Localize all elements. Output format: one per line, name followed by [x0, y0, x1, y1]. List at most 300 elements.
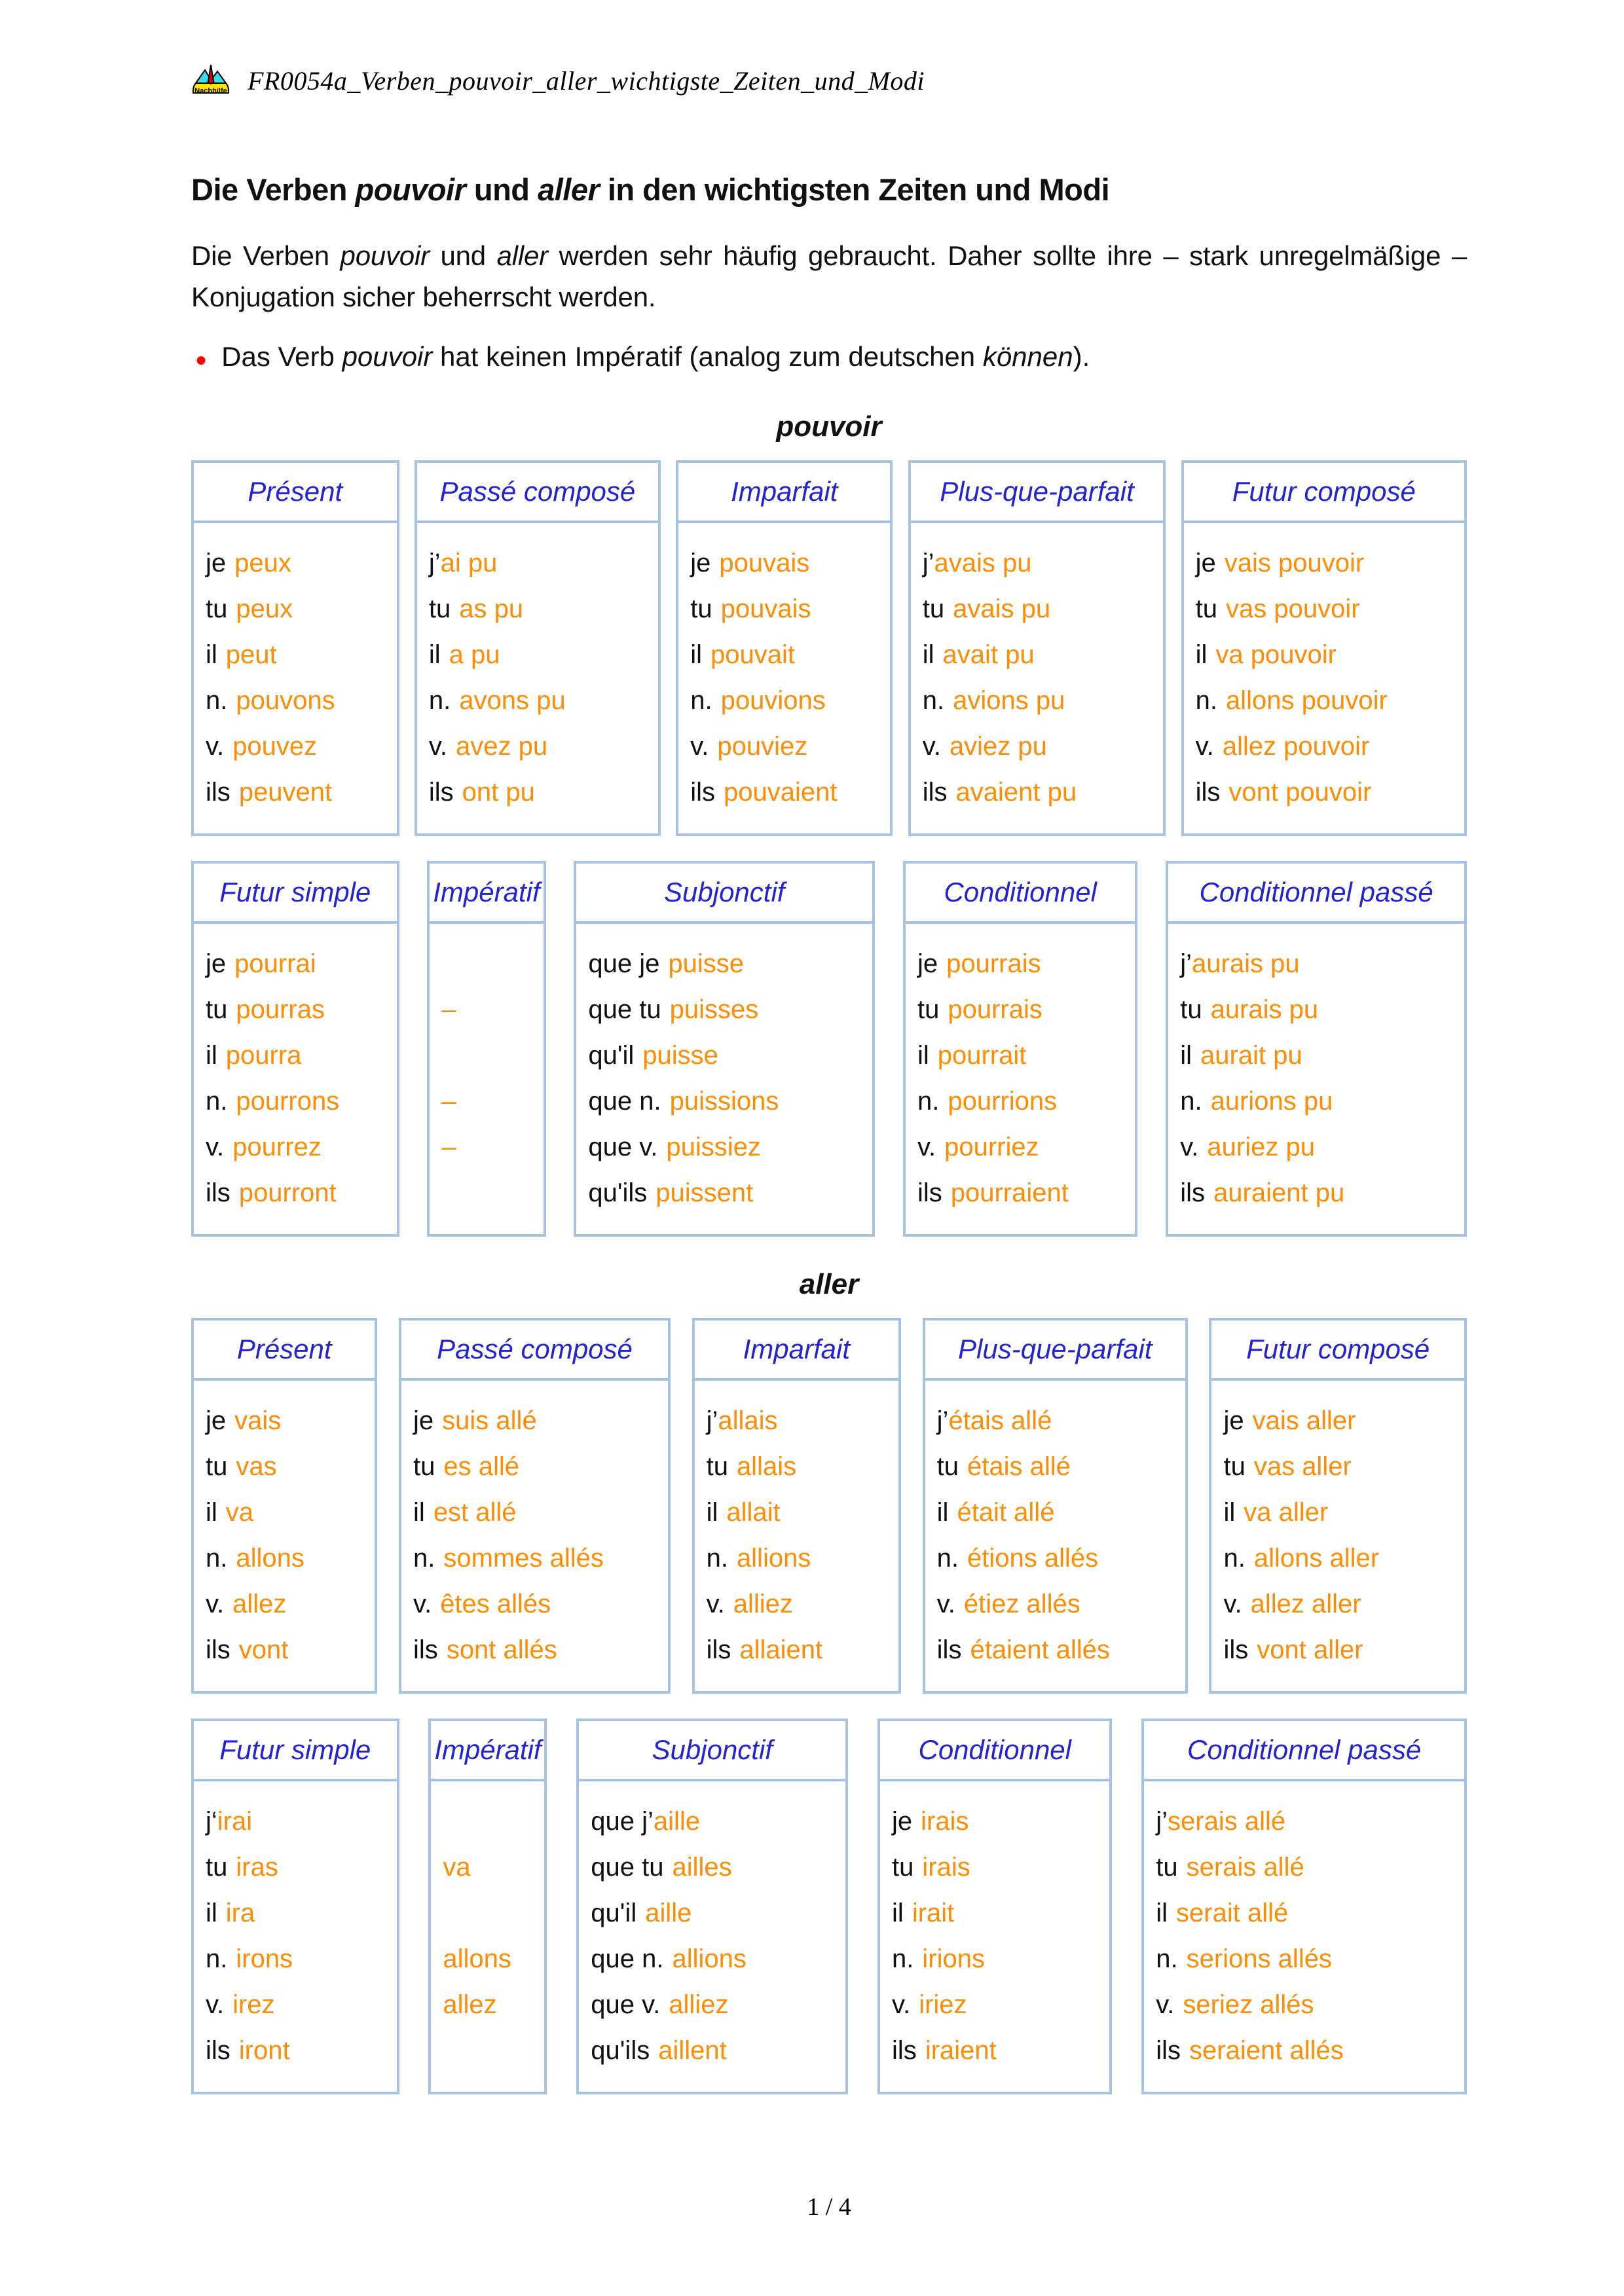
- verb-form: vont: [238, 1635, 289, 1664]
- verb-form: es allé: [443, 1451, 520, 1481]
- conjugation-row: [576, 1124, 872, 1170]
- verb-form: avons pu: [459, 685, 566, 715]
- pronoun: n.: [206, 1944, 228, 1973]
- conjugation-row: [401, 1535, 668, 1581]
- verb-form: irez: [232, 1990, 275, 2019]
- pronoun: tu: [706, 1451, 728, 1481]
- verb-form: serais allé: [1168, 1806, 1286, 1836]
- verb-form: pourrai: [234, 949, 316, 978]
- verb-form: allait: [726, 1497, 781, 1527]
- verb-form: irais: [921, 1806, 969, 1836]
- verb-form: va pouvoir: [1215, 640, 1337, 669]
- conjugation-row: [1211, 1535, 1464, 1581]
- pronoun: il: [936, 1497, 949, 1527]
- pronoun: ils: [206, 1635, 231, 1664]
- conjugation-row: [1168, 1170, 1464, 1216]
- conjugation-row: [431, 1890, 544, 1936]
- conjugation-row: [430, 1170, 543, 1216]
- pronoun: tu: [936, 1451, 959, 1481]
- verb-form: irai: [217, 1806, 253, 1836]
- conjugation-row: [579, 2028, 845, 2073]
- table-pouvoir-futur-simple: [191, 861, 399, 1237]
- table-body: [1184, 523, 1464, 833]
- verb-form: pourrais: [948, 994, 1043, 1024]
- pronoun: que v.: [591, 1990, 661, 2019]
- verb-form: allaient: [739, 1635, 823, 1664]
- conjugation-row: [911, 540, 1163, 586]
- section-label-pouvoir: pouvoir: [776, 410, 882, 443]
- pronoun: tu: [1195, 594, 1217, 623]
- conjugation-row: [194, 723, 397, 769]
- verb-form: peux: [234, 548, 291, 577]
- verb-form: puisses: [669, 994, 759, 1024]
- pronoun: que v.: [588, 1132, 658, 1161]
- conjugation-row: [1144, 1982, 1464, 2028]
- verb-form: allez pouvoir: [1222, 731, 1370, 761]
- conjugation-row: [576, 987, 872, 1032]
- table-aller-present: [191, 1318, 377, 1694]
- conjugation-row: [194, 1444, 375, 1489]
- conjugation-row: [194, 987, 397, 1032]
- conjugation-row: [695, 1581, 898, 1627]
- table-pouvoir-imperatif: [427, 861, 545, 1237]
- verb-form: vont pouvoir: [1228, 777, 1372, 807]
- verb-form: allons aller: [1253, 1543, 1380, 1573]
- table-header: Subjonctif: [576, 864, 872, 924]
- verb-form: pouvait: [710, 640, 795, 669]
- verb-form: aille: [653, 1806, 701, 1836]
- conjugation-row: [925, 1398, 1185, 1444]
- bullet-icon: ●: [195, 349, 208, 371]
- verb-form: étiez allés: [963, 1589, 1080, 1618]
- pronoun: tu: [413, 1451, 435, 1481]
- table-pouvoir-imparfait: [676, 460, 893, 836]
- conjugation-row: [194, 1581, 375, 1627]
- page-number: 1 / 4: [807, 2193, 851, 2221]
- pronoun: j’: [922, 548, 934, 577]
- pronoun: v.: [1195, 731, 1214, 761]
- conjugation-row: [1168, 987, 1464, 1032]
- pronoun: tu: [1156, 1852, 1178, 1882]
- pronoun: ils: [1195, 777, 1221, 807]
- table-body: [194, 1381, 375, 1691]
- verb-form: avais pu: [934, 548, 1032, 577]
- pronoun: n.: [1180, 1086, 1202, 1116]
- verb-form: aurais pu: [1192, 949, 1300, 978]
- conjugation-row: [417, 678, 658, 723]
- table-aller-plus-que-parfait: [923, 1318, 1188, 1694]
- conjugation-row: [194, 1489, 375, 1535]
- conjugation-row: [417, 540, 658, 586]
- table-body: [925, 1381, 1185, 1691]
- pronoun: ils: [690, 777, 715, 807]
- verb-form: aurait pu: [1200, 1040, 1302, 1070]
- conjugation-row: [925, 1535, 1185, 1581]
- pronoun: n.: [917, 1086, 940, 1116]
- conjugation-row: [194, 1535, 375, 1581]
- table-header: Conditionnel passé: [1144, 1721, 1464, 1781]
- pronoun: v.: [1223, 1589, 1242, 1618]
- conjugation-row: [678, 540, 890, 586]
- conjugation-row: [678, 632, 890, 678]
- conjugation-row: [194, 678, 397, 723]
- conjugation-row: [906, 1078, 1135, 1124]
- pronoun: v.: [206, 731, 225, 761]
- conjugation-row: [579, 1890, 845, 1936]
- pronoun: tu: [922, 594, 945, 623]
- verb-form: pouvais: [719, 548, 810, 577]
- conjugation-row: [194, 2028, 397, 2073]
- pronoun: ils: [206, 2035, 231, 2065]
- conjugation-row: [1184, 540, 1464, 586]
- conjugation-row: [695, 1444, 898, 1489]
- table-pouvoir-plus-que-parfait: [908, 460, 1166, 836]
- verb-form: allions: [672, 1944, 747, 1973]
- conjugation-row: [579, 1798, 845, 1844]
- table-header: Impératif: [430, 864, 543, 924]
- conjugation-row: [430, 1032, 543, 1078]
- verb-form: sommes allés: [443, 1543, 604, 1573]
- table-header: Passé composé: [401, 1321, 668, 1381]
- pronoun: que tu: [591, 1852, 664, 1882]
- pronoun: n.: [922, 685, 945, 715]
- conjugation-row: [576, 1032, 872, 1078]
- verb-form: allez: [443, 1990, 497, 2019]
- pronoun: il: [892, 1898, 904, 1927]
- conjugation-row: [906, 1124, 1135, 1170]
- pronoun: tu: [206, 594, 228, 623]
- conjugation-row: [1168, 1032, 1464, 1078]
- verb-form: avait pu: [942, 640, 1035, 669]
- pronoun: je: [206, 949, 227, 978]
- table-body: [431, 1781, 544, 2092]
- table-body: [695, 1381, 898, 1691]
- table-body: [576, 924, 872, 1234]
- verb-form: serait allé: [1176, 1898, 1289, 1927]
- conjugation-row: [695, 1398, 898, 1444]
- pronoun: tu: [206, 1451, 228, 1481]
- pronoun: je: [206, 548, 227, 577]
- pronoun: v.: [917, 1132, 936, 1161]
- pronoun: il: [706, 1497, 718, 1527]
- verb-form: étaient allés: [970, 1635, 1110, 1664]
- pronoun: que n.: [588, 1086, 661, 1116]
- conjugation-row: [194, 1170, 397, 1216]
- pronoun: j’: [428, 548, 441, 577]
- table-body: [401, 1381, 668, 1691]
- verb-form: puisse: [668, 949, 744, 978]
- pronoun: n.: [413, 1543, 435, 1573]
- verb-form: iras: [236, 1852, 278, 1882]
- conjugation-row: [194, 769, 397, 815]
- conjugation-row: [678, 678, 890, 723]
- pronoun: v.: [706, 1589, 725, 1618]
- table-body: [430, 924, 543, 1234]
- conjugation-row: [430, 987, 543, 1032]
- verb-form: irait: [912, 1898, 955, 1927]
- verb-form: peux: [236, 594, 293, 623]
- pronoun: n.: [206, 685, 228, 715]
- conjugation-row: [431, 1936, 544, 1982]
- verb-form: ira: [225, 1898, 255, 1927]
- verb-form: puissions: [669, 1086, 779, 1116]
- conjugation-row: [695, 1489, 898, 1535]
- conjugation-row: [579, 1844, 845, 1890]
- pronoun: je: [413, 1406, 434, 1435]
- conjugation-row: [1144, 1936, 1464, 1982]
- conjugation-row: [194, 1398, 375, 1444]
- conjugation-row: [401, 1398, 668, 1444]
- verb-form: serais allé: [1186, 1852, 1304, 1882]
- verb-form: aurions pu: [1210, 1086, 1333, 1116]
- table-body: [1211, 1381, 1464, 1691]
- conjugation-row: [1168, 941, 1464, 987]
- verb-form: iront: [238, 2035, 290, 2065]
- verb-form: étais allé: [967, 1451, 1071, 1481]
- conjugation-row: [695, 1535, 898, 1581]
- conjugation-row: [1168, 1124, 1464, 1170]
- section-label-aller: aller: [799, 1268, 859, 1300]
- pronoun: n.: [428, 685, 451, 715]
- verb-form: vais pouvoir: [1224, 548, 1365, 577]
- table-aller-futur-compose: [1209, 1318, 1466, 1694]
- bullet-text: Das Verb pouvoir hat keinen Impératif (analog zum deutschen können).: [221, 341, 1090, 372]
- pronoun: v.: [1156, 1990, 1175, 2019]
- conjugation-row: [401, 1489, 668, 1535]
- verb-form: vont aller: [1257, 1635, 1363, 1664]
- table-body: [194, 1781, 397, 2092]
- verb-form: allez aller: [1250, 1589, 1361, 1618]
- conjugation-row: [1144, 1844, 1464, 1890]
- verb-form: pourrons: [236, 1086, 340, 1116]
- verb-form: pouvons: [236, 685, 335, 715]
- verb-form: avions pu: [953, 685, 1065, 715]
- table-header: Futur composé: [1184, 463, 1464, 523]
- pronoun: ils: [1156, 2035, 1181, 2065]
- verb-form: puisse: [642, 1040, 718, 1070]
- conjugation-row: [906, 1170, 1135, 1216]
- table-body: [1144, 1781, 1464, 2092]
- verb-form: avais pu: [953, 594, 1051, 623]
- doc-filename: FR0054a_Verben_pouvoir_aller_wichtigste_Zeiten_und_Modi: [248, 65, 925, 96]
- pronoun: qu'il: [591, 1898, 637, 1927]
- conjugation-row: [194, 1844, 397, 1890]
- conjugation-row: [880, 1982, 1109, 2028]
- pronoun: tu: [206, 994, 228, 1024]
- conjugation-row: [1144, 2028, 1464, 2073]
- pronoun: je: [1223, 1406, 1244, 1435]
- verb-form: sont allés: [446, 1635, 557, 1664]
- tables-row-aller-1: [191, 1318, 1467, 1694]
- conjugation-row: [1184, 678, 1464, 723]
- table-body: [417, 523, 658, 833]
- pronoun: je: [690, 548, 711, 577]
- table-header: Impératif: [431, 1721, 544, 1781]
- conjugation-row: [678, 586, 890, 632]
- pronoun: je: [917, 949, 938, 978]
- conjugation-row: [1144, 1890, 1464, 1936]
- conjugation-row: [925, 1627, 1185, 1673]
- conjugation-row: [430, 1078, 543, 1124]
- verb-form: serions allés: [1186, 1944, 1332, 1973]
- verb-form: pourrez: [232, 1132, 322, 1161]
- conjugation-row: [431, 1844, 544, 1890]
- bullet-item: [191, 341, 1467, 379]
- table-header: Futur composé: [1211, 1321, 1464, 1381]
- conjugation-row: [194, 1627, 375, 1673]
- tables-row-pouvoir-1: [191, 460, 1467, 836]
- verb-form: pourras: [236, 994, 325, 1024]
- conjugation-row: [417, 723, 658, 769]
- conjugation-row: [1184, 586, 1464, 632]
- pronoun: ils: [428, 777, 454, 807]
- table-aller-conditionnel-passe: [1141, 1719, 1467, 2094]
- conjugation-row: [906, 941, 1135, 987]
- pronoun: il: [1180, 1040, 1192, 1070]
- verb-form: irais: [922, 1852, 970, 1882]
- pronoun: v.: [428, 731, 448, 761]
- table-header: Passé composé: [417, 463, 658, 523]
- verb-form: pourriez: [944, 1132, 1039, 1161]
- pronoun: que n.: [591, 1944, 664, 1973]
- conjugation-row: [880, 1798, 1109, 1844]
- pronoun: j’: [1156, 1806, 1168, 1836]
- verb-form: allons: [236, 1543, 304, 1573]
- pronoun: v.: [206, 1589, 225, 1618]
- table-header: Plus-que-parfait: [925, 1321, 1185, 1381]
- pronoun: v.: [936, 1589, 955, 1618]
- intro-paragraph: Die Verben pouvoir und aller werden sehr häufig gebraucht. Daher sollte ihre – stark unregelmäßige – Konjugation sicher beherrscht werden.: [191, 240, 1467, 312]
- pronoun: il: [690, 640, 702, 669]
- conjugation-row: [906, 1032, 1135, 1078]
- conjugation-row: [430, 941, 543, 987]
- table-header: Imparfait: [695, 1321, 898, 1381]
- verb-form: aillent: [658, 2035, 727, 2065]
- conjugation-row: [911, 723, 1163, 769]
- pronoun: j’: [1180, 949, 1192, 978]
- verb-form: aurais pu: [1210, 994, 1319, 1024]
- verb-form: a pu: [449, 640, 500, 669]
- tables-row-aller-2: [191, 1719, 1467, 2094]
- table-body: [1168, 924, 1464, 1234]
- table-aller-conditionnel: [877, 1719, 1112, 2094]
- verb-form: alliez: [669, 1990, 729, 2019]
- verb-form: est allé: [433, 1497, 517, 1527]
- verb-form: pourrais: [946, 949, 1041, 978]
- page-title: Die Verben pouvoir und aller in den wichtigsten Zeiten und Modi: [191, 172, 1110, 207]
- verb-form: allions: [736, 1543, 811, 1573]
- conjugation-row: [579, 1936, 845, 1982]
- conjugation-row: [431, 2028, 544, 2073]
- verb-form: iraient: [925, 2035, 997, 2065]
- pronoun: tu: [690, 594, 712, 623]
- conjugation-row: [911, 586, 1163, 632]
- verb-form: aille: [645, 1898, 692, 1927]
- conjugation-row: [906, 987, 1135, 1032]
- table-body: [678, 523, 890, 833]
- pronoun: il: [206, 640, 217, 669]
- pronoun: v.: [892, 1990, 911, 2019]
- verb-form: puissent: [655, 1178, 754, 1207]
- table-body: [579, 1781, 845, 2092]
- conjugation-row: [401, 1444, 668, 1489]
- verb-form: avaient pu: [955, 777, 1077, 807]
- verb-form: allais: [736, 1451, 797, 1481]
- conjugation-row: [1211, 1581, 1464, 1627]
- conjugation-row: [194, 1890, 397, 1936]
- pronoun: ils: [917, 1178, 942, 1207]
- verb-form: ailles: [672, 1852, 732, 1882]
- pronoun: je: [892, 1806, 913, 1836]
- conjugation-row: [431, 1798, 544, 1844]
- verb-form: va: [443, 1852, 471, 1882]
- table-pouvoir-conditionnel-passe: [1166, 861, 1467, 1237]
- pronoun: n.: [1195, 685, 1217, 715]
- pronoun: il: [206, 1898, 217, 1927]
- verb-form: avez pu: [456, 731, 548, 761]
- conjugation-row: [911, 678, 1163, 723]
- pronoun: ils: [706, 1635, 731, 1664]
- pronoun: il: [922, 640, 934, 669]
- pronoun: n.: [690, 685, 712, 715]
- verb-form: vas pouvoir: [1225, 594, 1360, 623]
- pronoun: v.: [1180, 1132, 1199, 1161]
- conjugation-row: [576, 1170, 872, 1216]
- conjugation-row: [880, 1890, 1109, 1936]
- conjugation-row: [880, 1936, 1109, 1982]
- table-aller-imparfait: [692, 1318, 901, 1694]
- conjugation-row: [401, 1581, 668, 1627]
- pronoun: ils: [413, 1635, 438, 1664]
- table-pouvoir-present: [191, 460, 399, 836]
- pronoun: il: [206, 1497, 217, 1527]
- verb-form: étais allé: [948, 1406, 1052, 1435]
- conjugation-row: [1184, 723, 1464, 769]
- pronoun: j’: [706, 1406, 718, 1435]
- verb-form: allais: [718, 1406, 778, 1435]
- conjugation-row: [194, 632, 397, 678]
- conjugation-row: [579, 1982, 845, 2028]
- pronoun: ils: [206, 777, 231, 807]
- verb-form: pourrions: [948, 1086, 1058, 1116]
- conjugation-row: [1184, 632, 1464, 678]
- verb-form: vais: [234, 1406, 282, 1435]
- table-pouvoir-passe-compose: [415, 460, 661, 836]
- conjugation-row: [1184, 769, 1464, 815]
- verb-form: était allé: [957, 1497, 1055, 1527]
- logo-text: Nachhilfe: [194, 87, 227, 95]
- verb-form: aviez pu: [949, 731, 1047, 761]
- verb-form: as pu: [459, 594, 524, 623]
- verb-form: seraient allés: [1189, 2035, 1344, 2065]
- conjugation-row: [401, 1627, 668, 1673]
- conjugation-row: [911, 769, 1163, 815]
- conjugation-row: [431, 1982, 544, 2028]
- conjugation-row: [925, 1489, 1185, 1535]
- table-aller-subjonctif: [576, 1719, 848, 2094]
- pronoun: il: [428, 640, 441, 669]
- conjugation-row: [576, 1078, 872, 1124]
- verb-form: pourrait: [937, 1040, 1027, 1070]
- table-header: Plus-que-parfait: [911, 463, 1163, 523]
- conjugation-row: [911, 632, 1163, 678]
- conjugation-row: [880, 1844, 1109, 1890]
- verb-form: auraient pu: [1213, 1178, 1345, 1207]
- verb-form: va aller: [1244, 1497, 1329, 1527]
- table-pouvoir-futur-compose: [1181, 460, 1467, 836]
- verb-form: suis allé: [442, 1406, 537, 1435]
- conjugation-row: [880, 2028, 1109, 2073]
